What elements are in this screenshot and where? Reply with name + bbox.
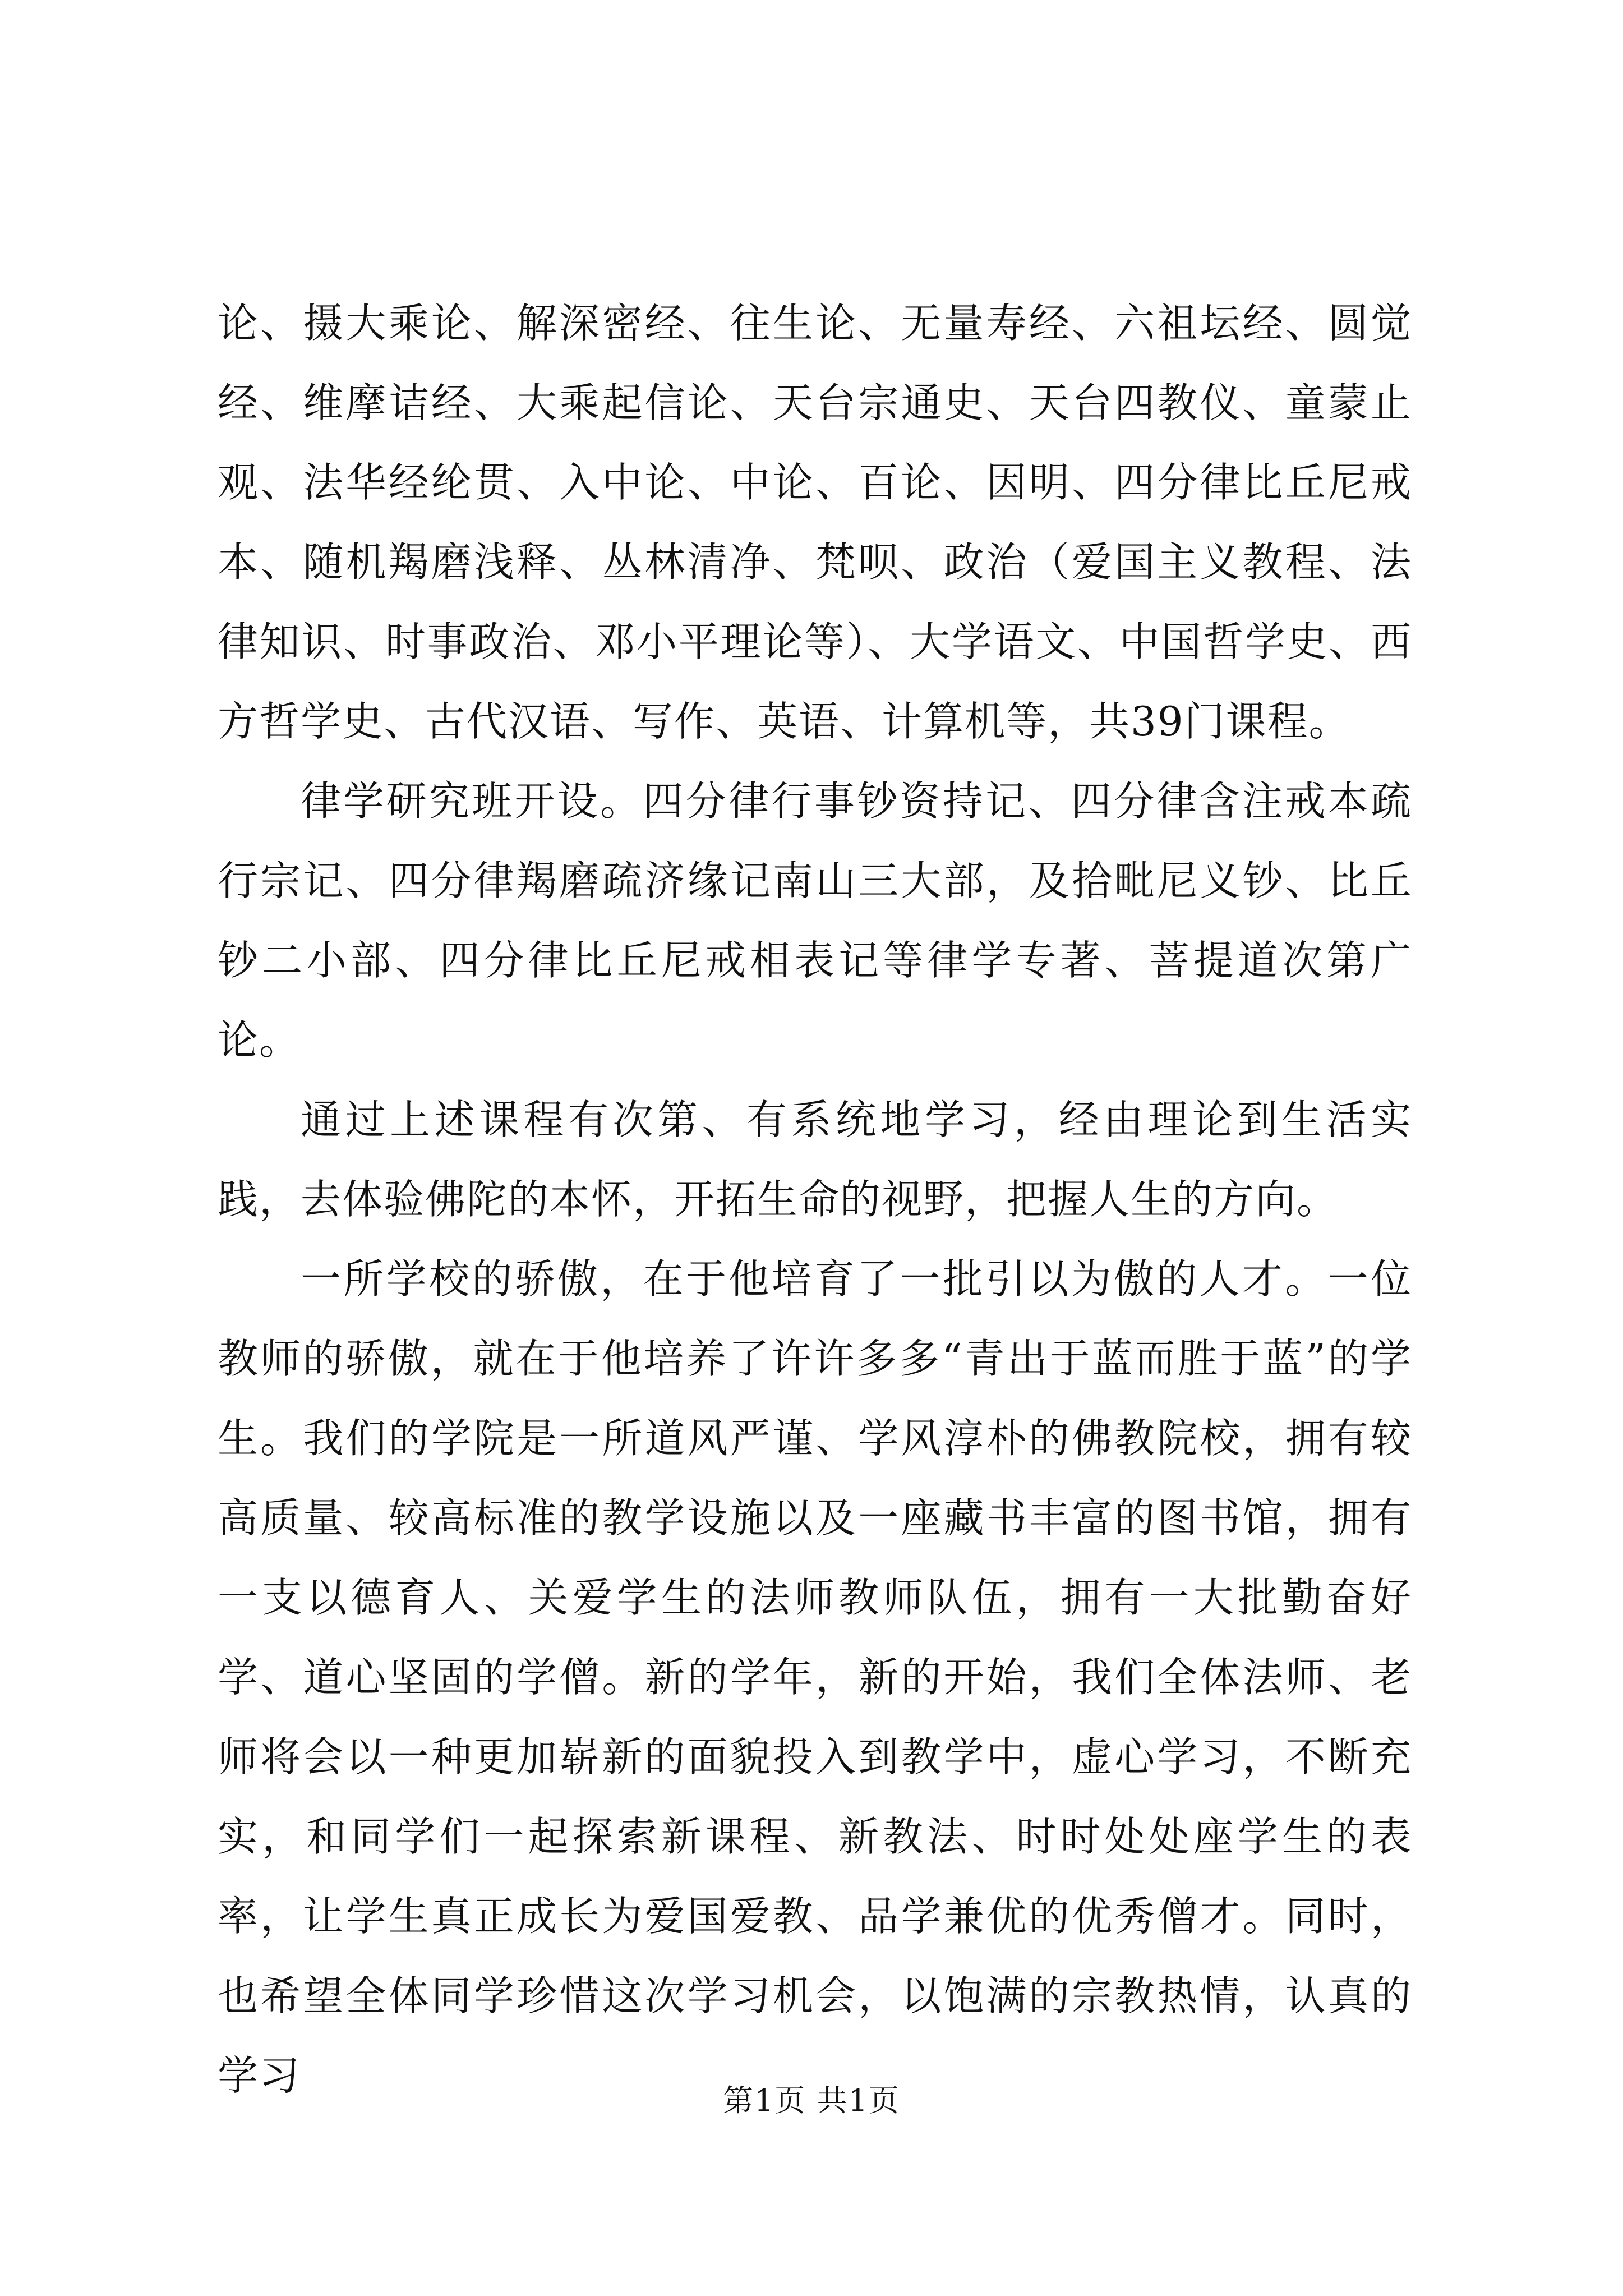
paragraph-school-pride: 一所学校的骄傲，在于他培育了一批引以为傲的人才。一位教师的骄傲，就在于他培养了许许多多“青出于蓝而胜于蓝”的学生。我们的学院是一所道风严谨、学风淳朴的佛教院校，拥有较高质量、较高标准的教学设施以及一座藏书丰富的图书馆，拥有一支以德育人、关爱学生的法师教师队伍，拥有一大批勤奋好学、道心坚固的学僧。新的学年，新的开始，我们全体法师、老师将会以一种更加崭新的面貌投入到教学中，虚心学习，不断充实，和同学们一起探索新课程、新教法、时时处处座学生的表率，让学生真正成长为爱国爱教、品学兼优的优秀僧才。同时，也希望全体同学珍惜这次学习机会，以饱满的宗教热情，认真的学习 <box>218 1255 1412 2099</box>
document-body <box>218 283 1412 2115</box>
paragraph-learning-goal: 通过上述课程有次第、有系统地学习，经由理论到生活实践，去体验佛陀的本怀，开拓生命的视野，把握人生的方向。 <box>218 1096 1412 1223</box>
page-footer: 第1页 共1页 <box>723 2083 900 2118</box>
paragraph-course-list: 论、摄大乘论、解深密经、往生论、无量寿经、六祖坛经、圆觉经、维摩诘经、大乘起信论、天台宗通史、天台四教仪、童蒙止观、法华经纶贯、入中论、中论、百论、因明、四分律比丘尼戒本、随机羯磨浅释、丛林清净、梵呗、政治（爱国主义教程、法律知识、时事政治、邓小平理论等）、大学语文、中国哲学史、西方哲学史、古代汉语、写作、英语、计算机等，共39门课程。 <box>218 300 1412 745</box>
paragraph-vinaya-class: 律学研究班开设。四分律行事钞资持记、四分律含注戒本疏行宗记、四分律羯磨疏济缘记南山三大部，及拾毗尼义钞、比丘钞二小部、四分律比丘尼戒相表记等律学专著、菩提道次第广论。 <box>218 777 1412 1064</box>
